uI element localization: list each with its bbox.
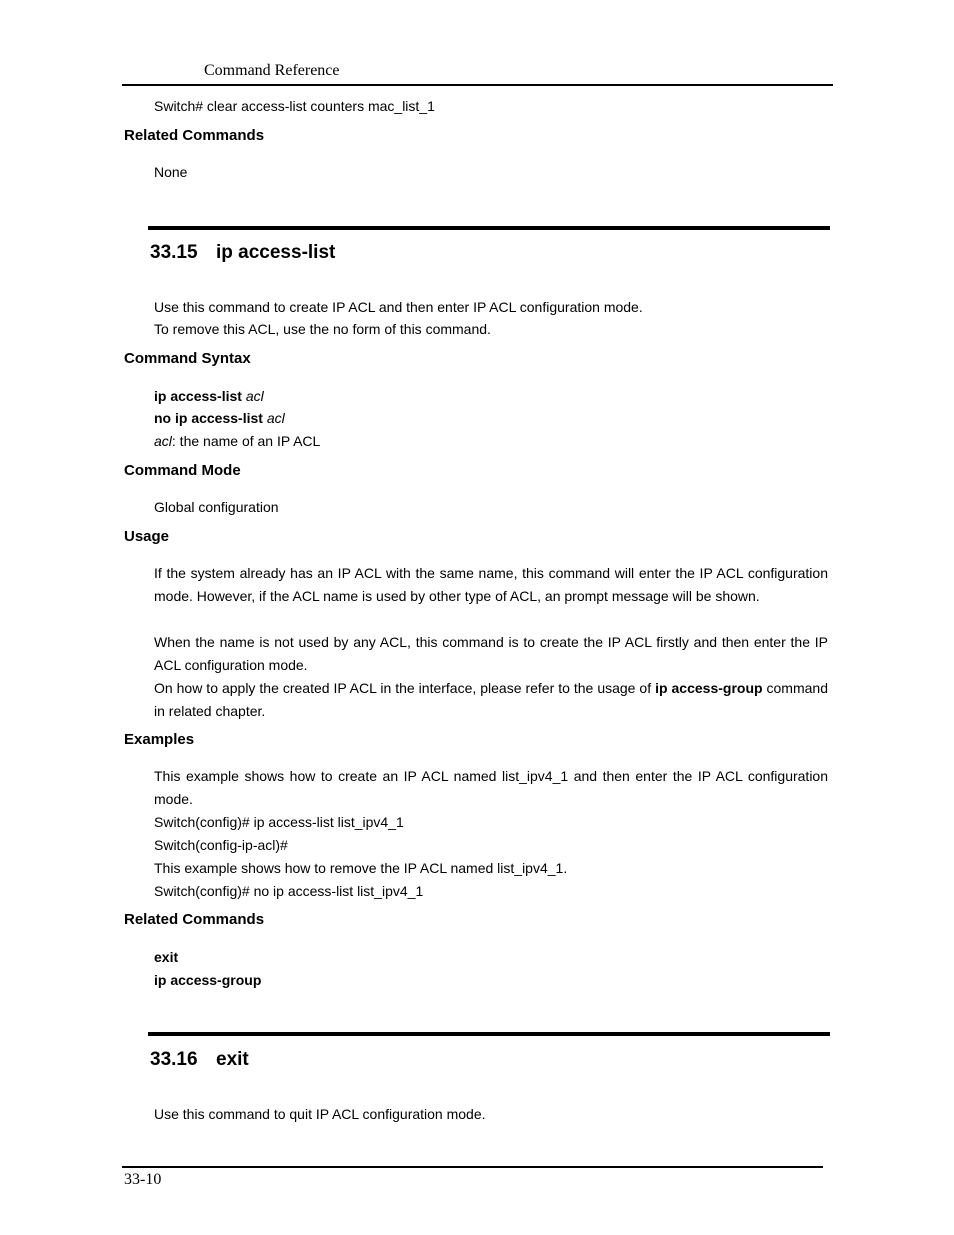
related-command-item: [154, 946, 178, 969]
section-heading: [150, 1049, 249, 1071]
usage-paragraph: When the name is not used by any ACL, this command is to create the IP ACL firstly and then enter the IP ACL configuration mode.: [154, 634, 828, 673]
usage-text: command in related chapter.: [154, 680, 828, 719]
syntax-argument: acl: [266, 410, 285, 426]
command-mode-value: Global configuration: [154, 499, 279, 515]
footer-rule: [122, 1166, 823, 1168]
related-commands-heading: Related Commands: [124, 911, 265, 928]
header-rule: [122, 84, 833, 86]
syntax-command: ip access-list: [154, 388, 242, 404]
related-command-none: None: [154, 164, 188, 180]
page-number: 33-10: [124, 1171, 162, 1188]
section-title: ip access-list: [216, 242, 336, 263]
example-cli-line: Switch(config-ip-acl)#: [154, 837, 288, 853]
example-line: Switch# clear access-list counters mac_list_1: [154, 98, 435, 114]
description-line: Use this command to create IP ACL and then enter IP ACL configuration mode.: [154, 299, 643, 315]
example-description: This example shows how to remove the IP ACL named list_ipv4_1.: [154, 860, 568, 876]
usage-heading: Usage: [124, 528, 170, 545]
usage-command: ip access-group: [655, 680, 763, 696]
syntax-line: [154, 407, 285, 430]
examples-heading: Examples: [124, 731, 195, 748]
parameter-description: : the name of an IP ACL: [171, 433, 321, 449]
related-command-item: [154, 969, 261, 992]
section-rule: [148, 1032, 830, 1036]
usage-paragraph: [154, 677, 828, 723]
syntax-argument: acl: [245, 388, 264, 404]
section-number: 33.16: [150, 1049, 198, 1070]
description-line: To remove this ACL, use the no form of this command.: [154, 321, 491, 337]
syntax-line: [154, 385, 264, 408]
parameter-name: acl: [154, 433, 172, 449]
description-line: Use this command to quit IP ACL configuration mode.: [154, 1106, 486, 1122]
command-mode-heading: Command Mode: [124, 462, 241, 479]
related-command: ip access-group: [154, 972, 262, 988]
section-title: exit: [216, 1049, 249, 1070]
example-cli-line: Switch(config)# ip access-list list_ipv4_1: [154, 814, 404, 830]
example-cli-line: Switch(config)# no ip access-list list_ipv4_1: [154, 883, 424, 899]
section-rule: [148, 226, 830, 230]
related-command: exit: [154, 949, 179, 965]
command-syntax-heading: Command Syntax: [124, 350, 251, 367]
related-commands-heading: Related Commands: [124, 127, 265, 144]
usage-paragraph: If the system already has an IP ACL with the same name, this command will enter the IP ACL configuration mode. However, if the ACL name is used by other type of ACL, an prompt message will be shown.: [154, 565, 828, 604]
usage-text: On how to apply the created IP ACL in the interface, please refer to the usage of: [154, 680, 656, 696]
example-description: This example shows how to create an IP ACL named list_ipv4_1 and then enter the IP ACL configuration mode.: [154, 768, 828, 807]
running-header: Command Reference: [204, 62, 340, 79]
section-heading: [150, 242, 335, 264]
parameter-line: [154, 430, 320, 453]
section-number: 33.15: [150, 242, 198, 263]
syntax-command: no ip access-list: [154, 410, 263, 426]
